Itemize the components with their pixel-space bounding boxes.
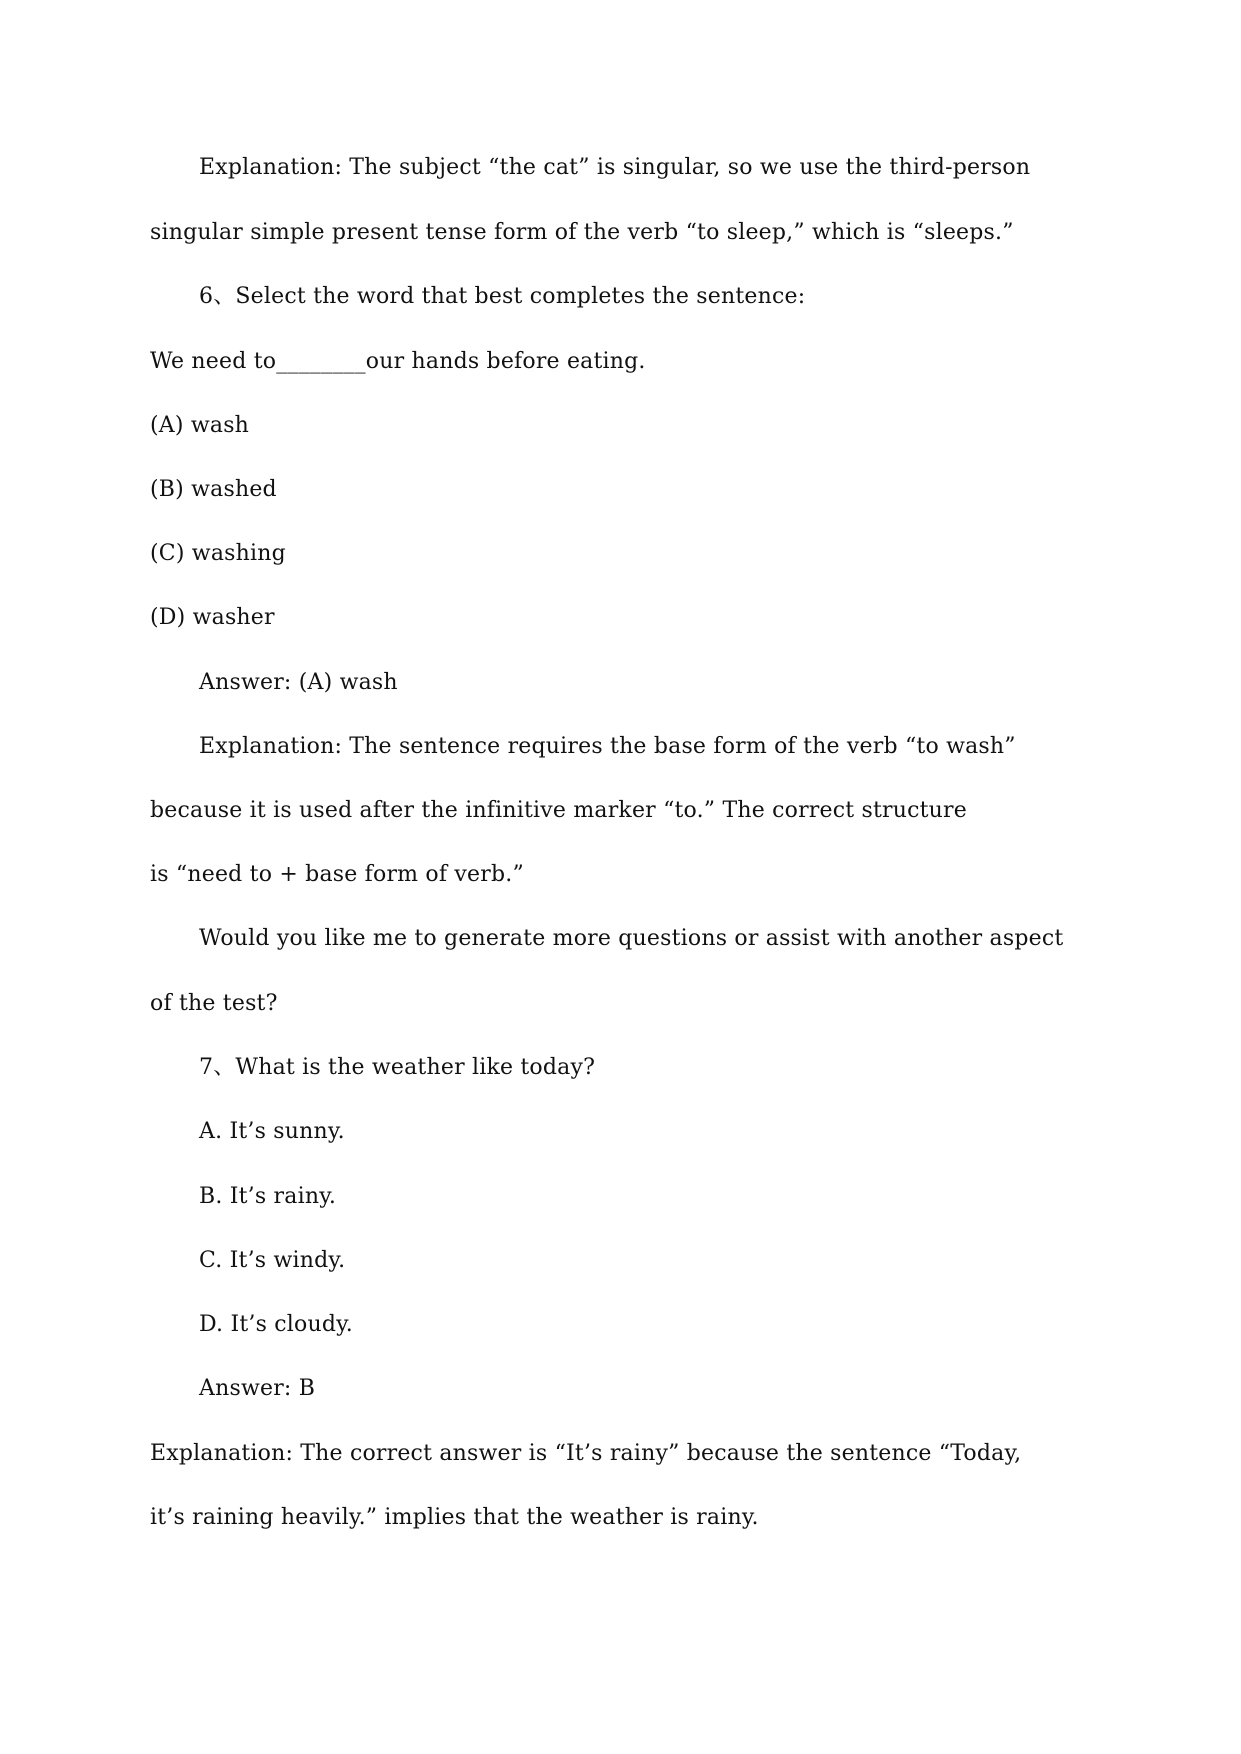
explanation-q6-line-3: is “need to + base form of verb.”: [150, 862, 524, 887]
explanation-q6-line-2: because it is used after the infinitive marker “to.” The correct structure: [150, 798, 967, 823]
question-7-option-b: B. It’s rainy.: [199, 1184, 337, 1209]
question-7-option-d: D. It’s cloudy.: [199, 1312, 354, 1337]
question-7-option-c: C. It’s windy.: [199, 1248, 346, 1273]
explanation-q7-line-2: it’s raining heavily.” implies that the weather is rainy.: [150, 1505, 759, 1530]
question-6-answer: Answer: (A) wash: [199, 670, 398, 695]
question-6-option-b: (B) washed: [150, 477, 277, 502]
explanation-q5-line-2: singular simple present tense form of the verb “to sleep,” which is “sleeps.”: [150, 220, 1014, 245]
followup-line-2: of the test?: [150, 991, 278, 1016]
question-6-sentence: We need to________our hands before eating.: [150, 349, 646, 374]
explanation-q7-line-1: Explanation: The correct answer is “It’s rainy” because the sentence “Today,: [150, 1441, 1022, 1466]
question-7-option-a: A. It’s sunny.: [199, 1119, 345, 1144]
question-6-option-c: (C) washing: [150, 541, 286, 566]
question-6-prompt: 6、Select the word that best completes the sentence:: [199, 284, 806, 309]
question-7-prompt: 7、What is the weather like today?: [199, 1055, 596, 1080]
followup-line-1: Would you like me to generate more questions or assist with another aspect: [199, 926, 1064, 951]
explanation-q5-line-1: Explanation: The subject “the cat” is singular, so we use the third-person: [199, 155, 1031, 180]
question-7-answer: Answer: B: [199, 1376, 316, 1401]
explanation-q6-line-1: Explanation: The sentence requires the base form of the verb “to wash”: [199, 734, 1016, 759]
question-6-option-d: (D) washer: [150, 605, 275, 630]
question-6-option-a: (A) wash: [150, 413, 250, 438]
